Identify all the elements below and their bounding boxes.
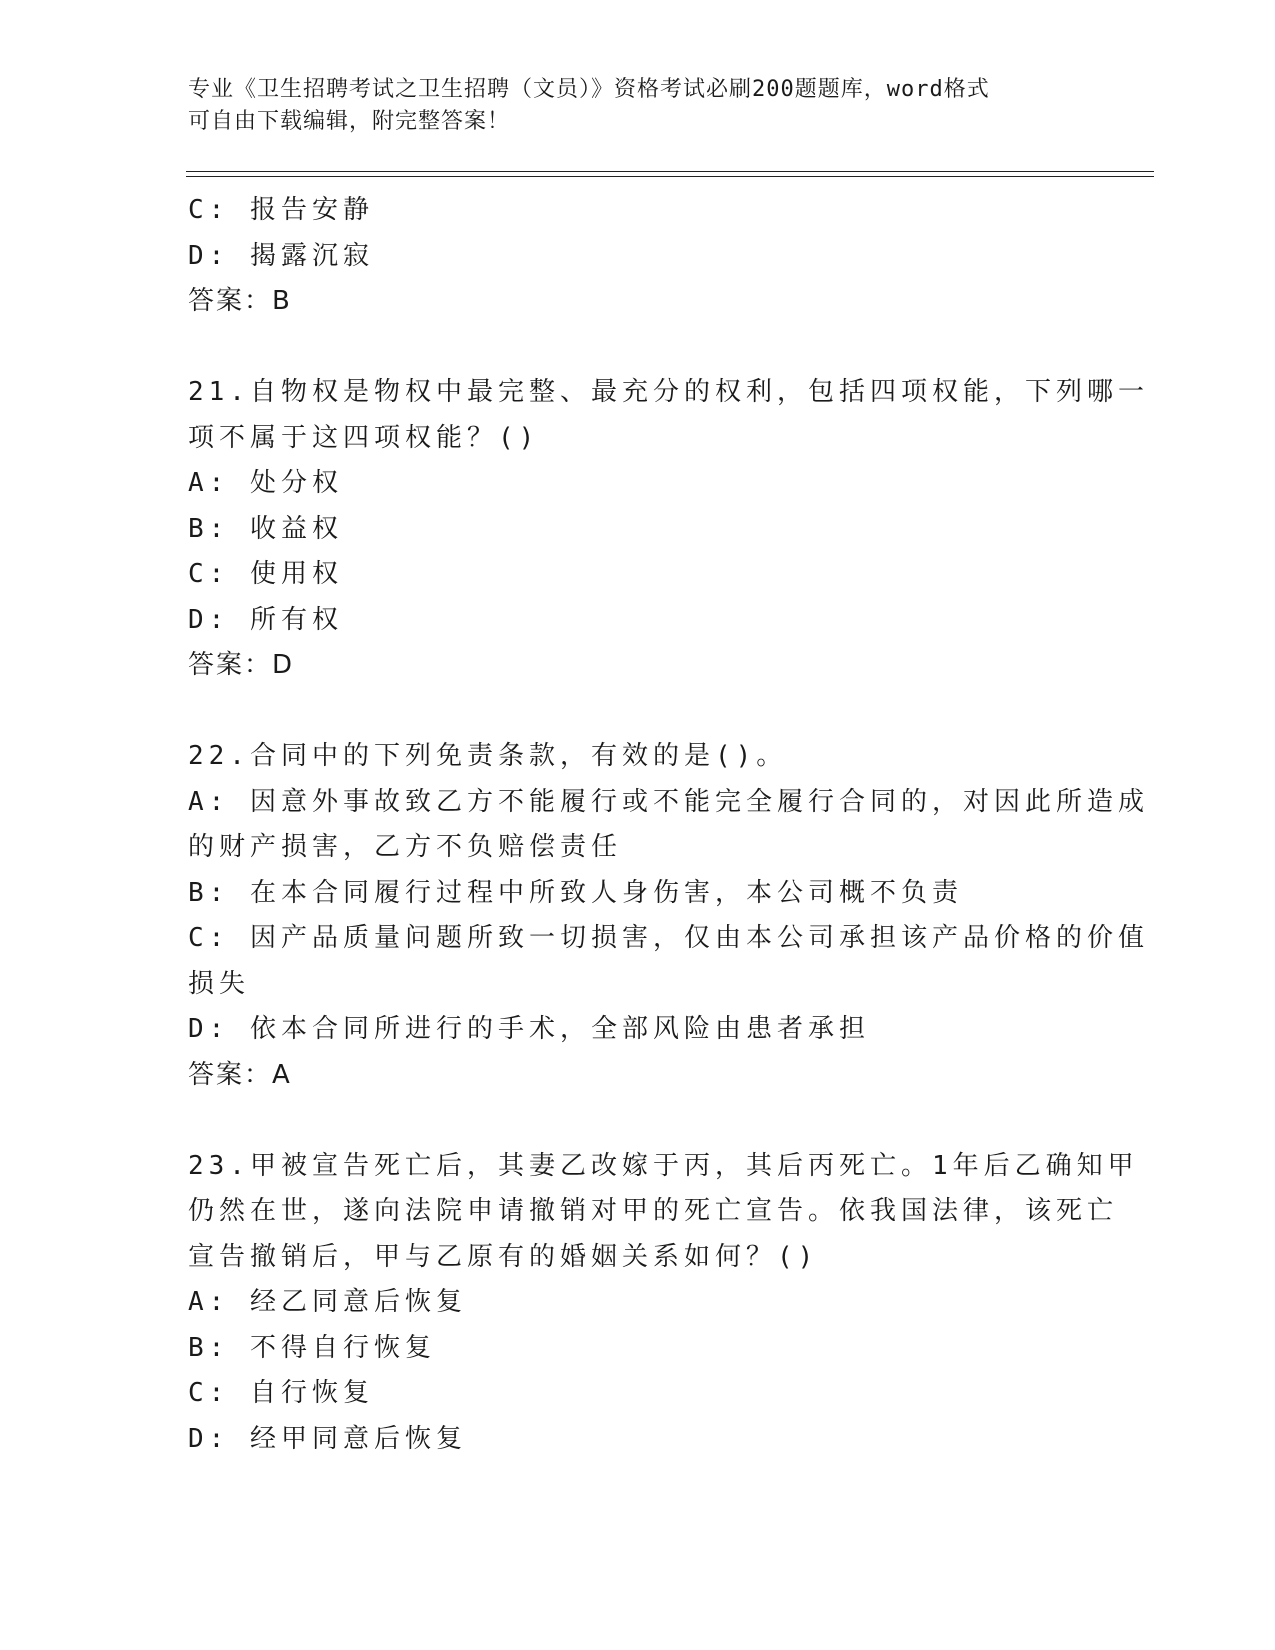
header-line-2: 可自由下载编辑，附完整答案！ (188, 109, 511, 134)
option-c: C: 使用权 (188, 559, 343, 589)
document-header (188, 74, 1068, 138)
option-b: B: 收益权 (188, 513, 343, 544)
answer-line: 答案：A (188, 1059, 292, 1090)
header-line-1: 专业《卫生招聘考试之卫生招聘（文员）》资格考试必刷200题题库，word格式 (188, 77, 990, 102)
option-c: C: 报告安静 (188, 195, 374, 225)
document-body (188, 188, 1149, 1462)
option-c: C: 因产品质量问题所致一切损害，仅由本公司承担该产品价格的价值 (188, 923, 1149, 953)
option-a: A: 处分权 (188, 468, 343, 498)
option-b: B: 在本合同履行过程中所致人身伤害，本公司概不负责 (188, 877, 963, 908)
question-stem: 项不属于这四项权能？() (188, 422, 540, 453)
option-a: A: 经乙同意后恢复 (188, 1287, 467, 1317)
question-stem: 23.甲被宣告死亡后，其妻乙改嫁于丙，其后丙死亡。1年后乙确知甲 (188, 1150, 1139, 1181)
question-stem: 宣告撤销后，甲与乙原有的婚姻关系如何？() (188, 1241, 819, 1272)
option-d: D: 所有权 (188, 604, 343, 635)
answer-line: 答案：B (188, 286, 292, 316)
option-c-continued: 损失 (188, 968, 251, 999)
option-a: A: 因意外事故致乙方不能履行或不能完全履行合同的，对因此所造成 (188, 786, 1149, 817)
option-a-continued: 的财产损害，乙方不负赔偿责任 (188, 832, 623, 862)
option-d: D: 依本合同所进行的手术，全部风险由患者承担 (188, 1014, 870, 1044)
option-c: C: 自行恢复 (188, 1378, 374, 1408)
question-stem: 仍然在世，遂向法院申请撤销对甲的死亡宣告。依我国法律，该死亡 (188, 1196, 1119, 1226)
question-23 (188, 1144, 1139, 1463)
option-b: B: 不得自行恢复 (188, 1332, 436, 1363)
option-d: D: 经甲同意后恢复 (188, 1423, 467, 1454)
header-rule-top (186, 171, 1154, 172)
answer-line: 答案：D (188, 650, 295, 680)
prev-question-tail (188, 188, 1088, 325)
question-21 (188, 370, 1149, 689)
option-d: D: 揭露沉寂 (188, 240, 374, 271)
question-stem: 22.合同中的下列免责条款，有效的是()。 (188, 741, 788, 771)
header-rule-bottom (186, 176, 1154, 177)
question-stem: 21.自物权是物权中最完整、最充分的权利，包括四项权能，下列哪一 (188, 377, 1149, 407)
question-22 (188, 734, 1149, 1098)
